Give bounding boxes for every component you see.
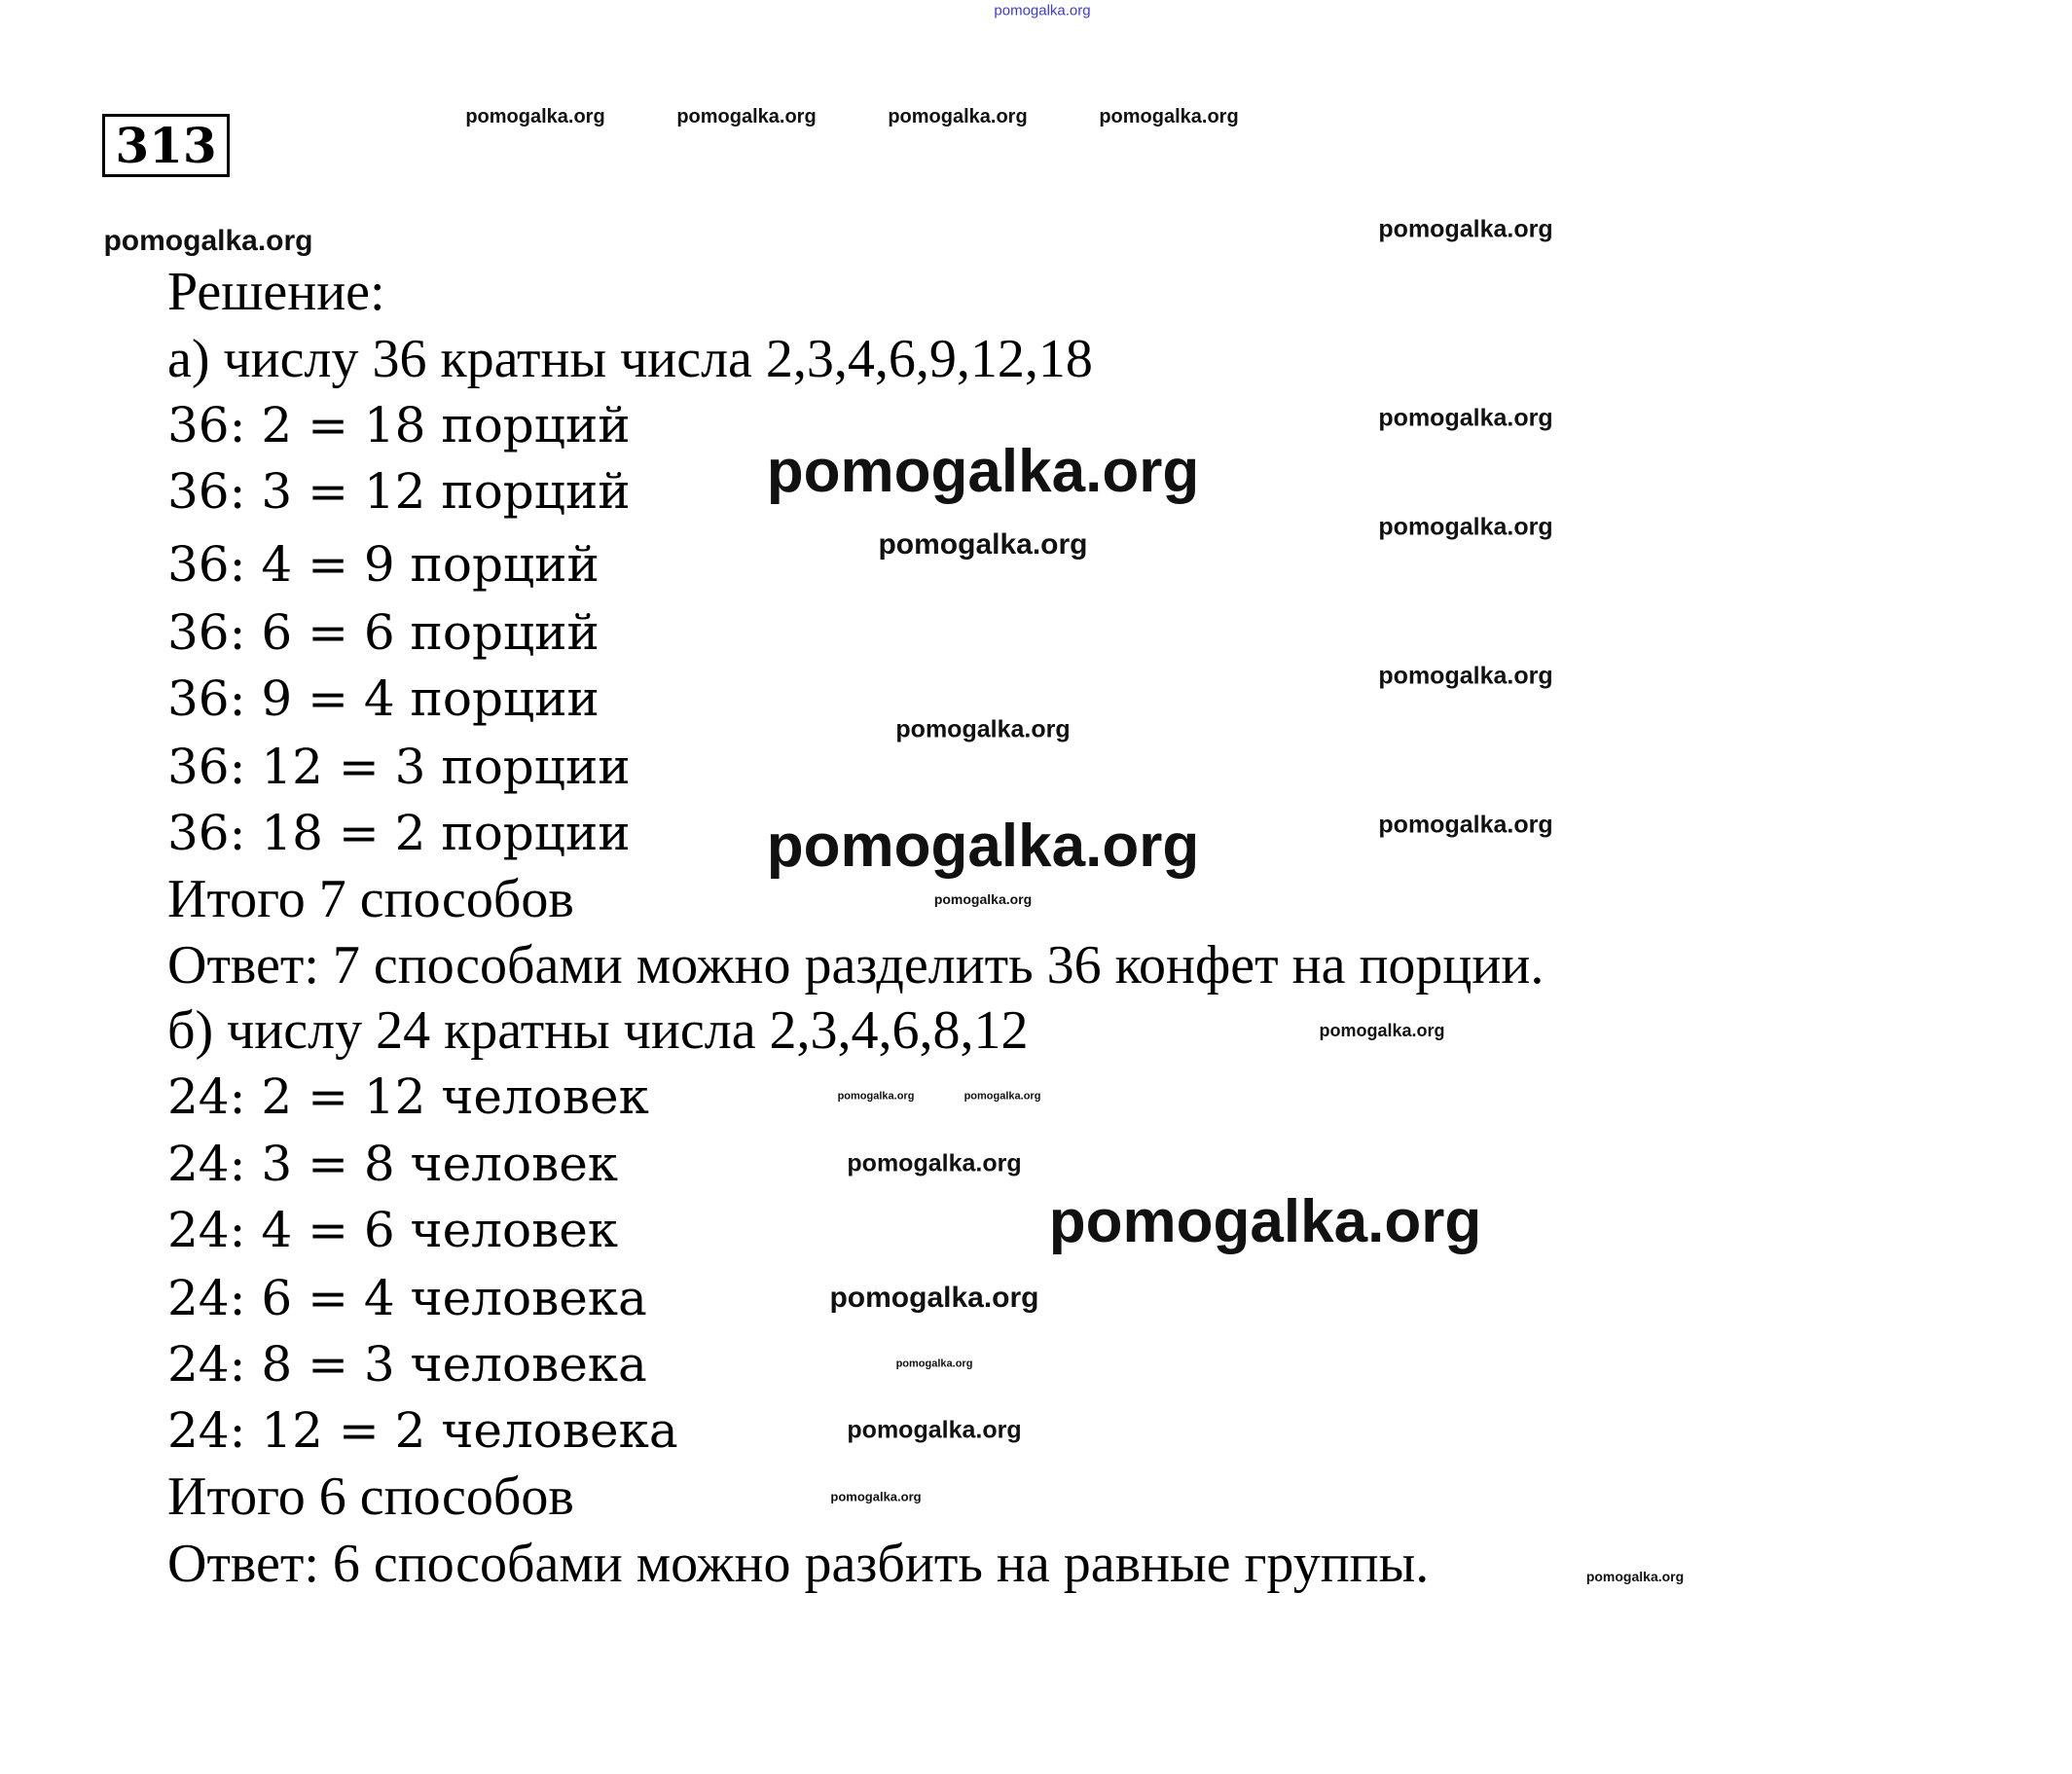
top-watermark: pomogalka.org — [994, 2, 1091, 19]
solution-heading: Решение: — [167, 262, 385, 322]
solution-line: 36: 2 = 18 порций — [167, 397, 631, 453]
watermark: pomogalka.org — [847, 1416, 1022, 1444]
solution-line: 36: 9 = 4 порции — [167, 670, 600, 727]
solution-line: 24: 2 = 12 человек — [167, 1068, 649, 1125]
problem-number: 313 — [102, 114, 230, 177]
watermark: pomogalka.org — [103, 225, 313, 257]
solution-line: 36: 4 = 9 порций — [167, 536, 600, 593]
watermark: pomogalka.org — [1378, 404, 1553, 432]
watermark: pomogalka.org — [1378, 811, 1553, 839]
solution-line: 36: 12 = 3 порции — [167, 739, 631, 795]
solution-line: 24: 6 = 4 человека — [167, 1270, 647, 1326]
solution-line: 36: 18 = 2 порции — [167, 805, 631, 861]
solution-line: 24: 3 = 8 человек — [167, 1136, 619, 1192]
watermark: pomogalka.org — [465, 106, 605, 127]
solution-line: 24: 8 = 3 человека — [167, 1336, 647, 1393]
watermark: pomogalka.org — [1099, 106, 1239, 127]
watermark: pomogalka.org — [1378, 215, 1553, 243]
watermark: pomogalka.org — [837, 1090, 915, 1103]
solution-line: б) числу 24 кратны числа 2,3,4,6,8,12 — [167, 1000, 1029, 1061]
watermark-large: pomogalka.org — [766, 438, 1200, 505]
watermark: pomogalka.org — [878, 528, 1088, 561]
solution-line: Итого 7 способов — [167, 869, 574, 929]
solution-line: а) числу 36 кратны числа 2,3,4,6,9,12,18 — [167, 329, 1093, 389]
watermark: pomogalka.org — [830, 1489, 922, 1504]
watermark: pomogalka.org — [1378, 662, 1553, 690]
solution-line: Итого 6 способов — [167, 1466, 574, 1527]
solution-line: 36: 3 = 12 порций — [167, 463, 631, 520]
answer-line: Ответ: 7 способами можно разделить 36 конфет на порции. — [167, 935, 1545, 996]
watermark: pomogalka.org — [895, 1358, 973, 1370]
watermark-large: pomogalka.org — [1048, 1188, 1482, 1255]
watermark: pomogalka.org — [676, 106, 817, 127]
solution-line: 24: 4 = 6 человек — [167, 1202, 619, 1258]
watermark: pomogalka.org — [829, 1282, 1039, 1314]
watermark: pomogalka.org — [1319, 1021, 1445, 1040]
solution-line: 36: 6 = 6 порций — [167, 604, 600, 661]
watermark: pomogalka.org — [847, 1149, 1022, 1177]
watermark: pomogalka.org — [888, 106, 1028, 127]
watermark: pomogalka.org — [1378, 513, 1553, 541]
solution-line: 24: 12 = 2 человека — [167, 1402, 678, 1459]
watermark-large: pomogalka.org — [766, 813, 1200, 880]
watermark: pomogalka.org — [933, 891, 1033, 907]
answer-line: Ответ: 6 способами можно разбить на равные группы. — [167, 1534, 1430, 1594]
watermark: pomogalka.org — [963, 1090, 1041, 1103]
watermark: pomogalka.org — [895, 715, 1071, 743]
watermark: pomogalka.org — [1585, 1569, 1685, 1584]
